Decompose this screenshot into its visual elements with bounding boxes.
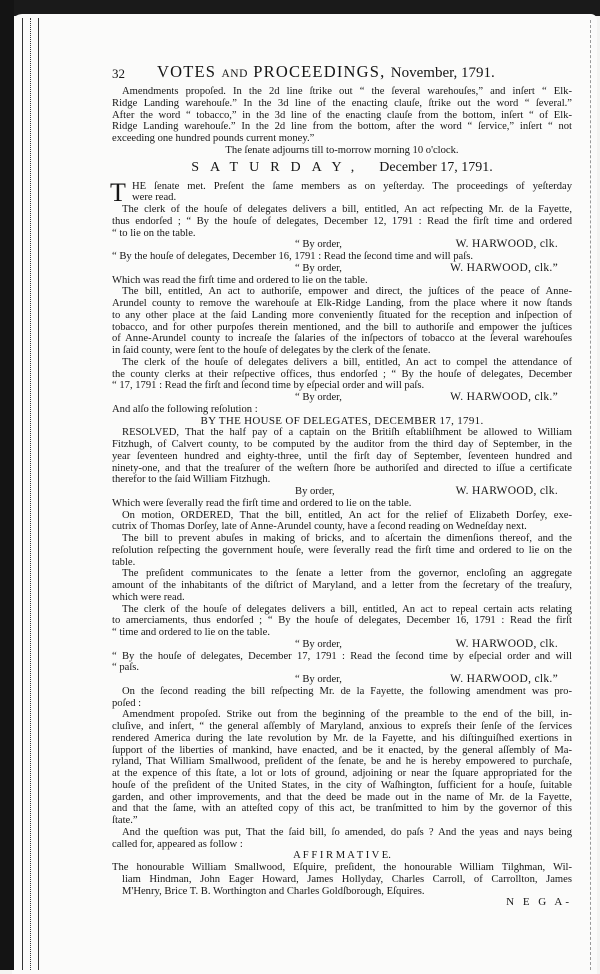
block-center (112, 850, 572, 862)
signature-clerk: W. HARWOOD, clk.” (450, 673, 558, 685)
text-line: “ time and ordered to lie on the table. (112, 627, 270, 638)
text-line: which were read. (112, 591, 185, 603)
signature-by-order: “ By order, (295, 392, 342, 403)
block-p (112, 604, 572, 639)
text-line: M'Henry, Brice T. B. Worthington and Charles Goldſborough, Eſquires. (122, 885, 425, 897)
text-line: The bill, entitled, An act to authoriſe, empower and direct, the juſtices of the peace of Anne- (122, 286, 572, 298)
block-hang (112, 862, 572, 897)
catchword: N E G A- (506, 896, 572, 909)
signature-line (112, 392, 572, 404)
block-p (112, 686, 572, 710)
text-line: And alſo the following reſolution : (112, 403, 258, 415)
text-line: in ſaid county, were ſent to the houſe of delegates by the clerk of the ſenate. (112, 345, 431, 356)
text-line: Amendments propoſed. In the 2d line ſtrike out “ the ſeveral warehouſes,” and inſert “ Elk- (122, 86, 572, 97)
text-line: called for, appeared as follow : (112, 838, 243, 850)
title-votes: VOTES (157, 62, 217, 81)
block-p (112, 709, 572, 827)
block-day (112, 157, 572, 181)
text-line: RESOLVED, That the half pay of a captain on the Britiſh eſtabliſhment be allowed to William (122, 427, 572, 439)
block-p (112, 568, 572, 603)
day-heading (112, 157, 572, 181)
page-number: 32 (112, 66, 125, 81)
text-line: The clerk of the houſe of delegates delivers a bill, entitled, An act reſpecting Mr. de la Fayette, (122, 204, 572, 215)
text-line: were read. (132, 192, 177, 204)
text-line: And the queſtion was put, That the ſaid bill, ſo amended, do paſs ? And the yeas and nays being (122, 826, 572, 838)
binding-edge-line (30, 18, 31, 970)
text-line: “ By the houſe of delegates, December 17, 1791 : Read the ſecond time by eſpecial order and will (112, 650, 572, 662)
text-line: “ By the houſe of delegates, December 16, 1791 : Read the ſecond time and will paſs. (112, 251, 473, 262)
block-plain (112, 404, 572, 416)
block-right (112, 897, 572, 909)
block-sig (112, 392, 572, 404)
text-line: liam Hindman, John Eager Howard, James Hollyday, Charles Carroll, of Carrollton, James (122, 873, 572, 885)
centered-heading: BY THE HOUSE OF DELEGATES, DECEMBER 17, 1791. (200, 414, 484, 427)
signature-by-order: “ By order, (295, 239, 342, 251)
block-sig (112, 239, 572, 251)
block-p2 (112, 651, 572, 675)
text-line: The bill to prevent abuſes in making of bricks, and to aſcertain the dimenſions thereof, and the (122, 533, 572, 544)
block-plain (112, 498, 572, 510)
block-p (112, 204, 572, 239)
block-plain (112, 251, 572, 263)
text-line: The honourable William Smallwood, Eſquire, preſident, the honourable William Tilghman, Wil- (112, 862, 572, 873)
text-line: year ſeventeen hundred and eighty-three, until the firſt day of September, ſeventeen hundred and (112, 450, 572, 462)
day-date: December 17, 1791. (379, 159, 493, 175)
running-header (112, 62, 572, 82)
text-line: On motion, ORDERED, That the bill, entitled, An act for the relief of Elizabeth Dorſey, exe- (122, 509, 572, 521)
text-line: The clerk of the houſe of delegates delivers a bill, entitled, An act to repeal certain acts relating (122, 603, 572, 615)
text-line: at the expence of this ſtate, a lot or lots of ground, adjoining or near the ſquare appropriated for the (112, 768, 572, 779)
text-line: therefor to the ſaid William Fitzhugh. (112, 474, 271, 486)
text-line: to amerciaments, thus endorſed ; “ By the houſe of delegates, December 16, 1791 : Read the firſt (112, 615, 572, 627)
text-line: Which were ſeverally read the firſt time and ordered to lie on the table. (112, 497, 412, 509)
text-line: Ridge Landing warehouſe.” In the 2d line from the bottom, after the word “ ſervice,” inſert “ not (112, 121, 572, 133)
signature-clerk: W. HARWOOD, clk.” (450, 391, 558, 403)
text-line: Amendment propoſed. Strike out from the beginning of the preamble to the end of the bill, in- (122, 709, 572, 721)
text-line: ſtate.” (112, 815, 138, 826)
text-line: cluſive, and inſert, “ the general aſſembly of Maryland, anxious to expreſs their ſenſe of the ſervices (112, 721, 572, 732)
signature-line (112, 239, 572, 251)
book-binding (0, 0, 14, 970)
block-p (112, 357, 572, 392)
block-sig (112, 674, 572, 686)
signature-by-order: “ By order, (295, 638, 342, 650)
text-line: houſe of the preſident of the United States, in the city of Waſhington, ſufficient for a houſe, ſuitable (112, 779, 572, 791)
block-p (112, 533, 572, 568)
text-line: The preſident communicates to the ſenate a letter from the governor, encloſing an aggregate (122, 568, 572, 580)
text-line: Arundel county to remove the warehouſe at Elk-Ridge Landing, from the place where it now ſtands (112, 298, 572, 309)
text-line: thus endorſed ; “ By the houſe of delegates, December 12, 1791 : Read the firſt time and ordered (112, 215, 572, 227)
block-p (112, 286, 572, 357)
signature-clerk: W. HARWOOD, clk. (455, 238, 558, 251)
title-date: November, 1791. (390, 65, 495, 81)
text-line: Ridge Landing warehouſe.” In the 3d line of the enacting clauſe, ſtrike out the word “ ſeveral.” (112, 97, 572, 109)
block-center (112, 145, 572, 157)
text-line: ninety-one, and that the treaſurer of the weſtern ſhore be authoriſed and directed to iſſue a certificate (112, 462, 572, 474)
block-p (112, 510, 572, 534)
block-p (112, 86, 572, 145)
signature-by-order: “ By order, (295, 674, 342, 685)
signature-clerk: W. HARWOOD, clk. (455, 485, 558, 497)
text-line: “ paſs. (112, 662, 140, 674)
text-line: poſed : (112, 697, 142, 709)
drop-cap: T (110, 177, 126, 207)
title-proceedings: PROCEEDINGS, (253, 62, 386, 81)
block-sig (112, 639, 572, 651)
text-line: to any other place at the ſaid Landing more conveniently ſituated for the reception and inſpection of (112, 309, 572, 321)
text-line: table. (112, 556, 136, 568)
running-title (157, 62, 495, 82)
text-line: and that the ſame, with an atteſted copy of this act, be tranſmitted to him by the governor of this (112, 803, 572, 815)
text-line: Which was read the firſt time and ordered to lie on the table. (112, 274, 368, 286)
text-line: After the word “ tobacco,” in the 3d line of the enacting clauſe from the bottom, inſert “ of Elk- (112, 109, 572, 121)
text-line: reſolution reſpecting the government houſe, were ſeverally read the firſt time and ordered to lie on the (112, 544, 572, 556)
block-plain (112, 275, 572, 287)
binding-edge-line (38, 18, 39, 970)
centered-heading: The ſenate adjourns till to-morrow morning 10 o'clock. (225, 144, 459, 156)
block-p (112, 827, 572, 851)
text-line: exceeding one hundred pounds current money.” (112, 133, 315, 144)
signature-clerk: W. HARWOOD, clk.” (450, 261, 558, 274)
text-line: On the ſecond reading the bill reſpecting Mr. de la Fayette, the following amendment was pro- (122, 685, 572, 697)
text-line: cutrix of Thomas Dorſey, late of Anne-Arundel county, have a ſecond reading on Wedneſday next. (112, 521, 527, 533)
block-sig (112, 486, 572, 498)
signature-line (112, 639, 572, 651)
binding-edge-line (22, 18, 23, 970)
page-right-edge (590, 20, 591, 970)
title-and: AND (221, 68, 248, 80)
document-body (112, 86, 572, 909)
signature-line (112, 263, 572, 275)
text-line: garden, and other improvements, and that the deed be made out in the name of Mr. de la Fayette, (112, 791, 572, 803)
text-line: “ to lie on the table. (112, 227, 196, 239)
signature-clerk: W. HARWOOD, clk. (455, 637, 558, 650)
block-sig (112, 263, 572, 275)
block-p (112, 427, 572, 486)
text-line: ſupport of the liberties of mankind, have enacted, and be it enacted, by the general aſſembly of Ma- (112, 744, 572, 756)
text-line: The clerk of the houſe of delegates delivers a bill, entitled, An act to compel the attendance of (122, 356, 572, 368)
signature-by-order: “ By order, (295, 262, 342, 274)
text-line: rendered America during the late revolution by Mr. de la Fayette, and his diſtinguiſhed exertions in (112, 732, 572, 744)
block-center (112, 416, 572, 428)
text-line: HE ſenate met. Preſent the ſame members as on yeſterday. The proceedings of yeſterday (132, 180, 572, 192)
text-line: tobacco, and for other purpoſes therein mentioned, and the bill to authoriſe and empower the juſtices (112, 321, 572, 333)
block-drop (110, 177, 572, 207)
signature-line (112, 486, 572, 498)
signature-line (112, 674, 572, 686)
text-line: ryland, That William Smallwood, preſident of the ſenate, be and he is hereby empowered to purchaſe, (112, 756, 572, 768)
text-line: amount of the inhabitants of the diſtrict of Maryland, and a letter from the ſecretary of the treaſury, (112, 580, 572, 591)
centered-heading: A F F I R M A T I V E. (293, 850, 391, 862)
text-line: of Anne-Arundel county to increaſe the ſalaries of the inſpectors of tobacco at the ſeveral warehouſes (112, 333, 572, 345)
text-line: “ 17, 1791 : Read the firſt and ſecond time by eſpecial order and will paſs. (112, 380, 425, 392)
text-line: Fitzhugh, of Calvert county, to be computed by the auditor from the third day of September, in the (112, 439, 572, 450)
day-name: SATURDAY, (191, 159, 366, 175)
signature-by-order: By order, (295, 486, 335, 497)
text-line: the county clerks at their reſpective offices, thus endorſed ; “ By the houſe of delegates, December (112, 368, 572, 380)
